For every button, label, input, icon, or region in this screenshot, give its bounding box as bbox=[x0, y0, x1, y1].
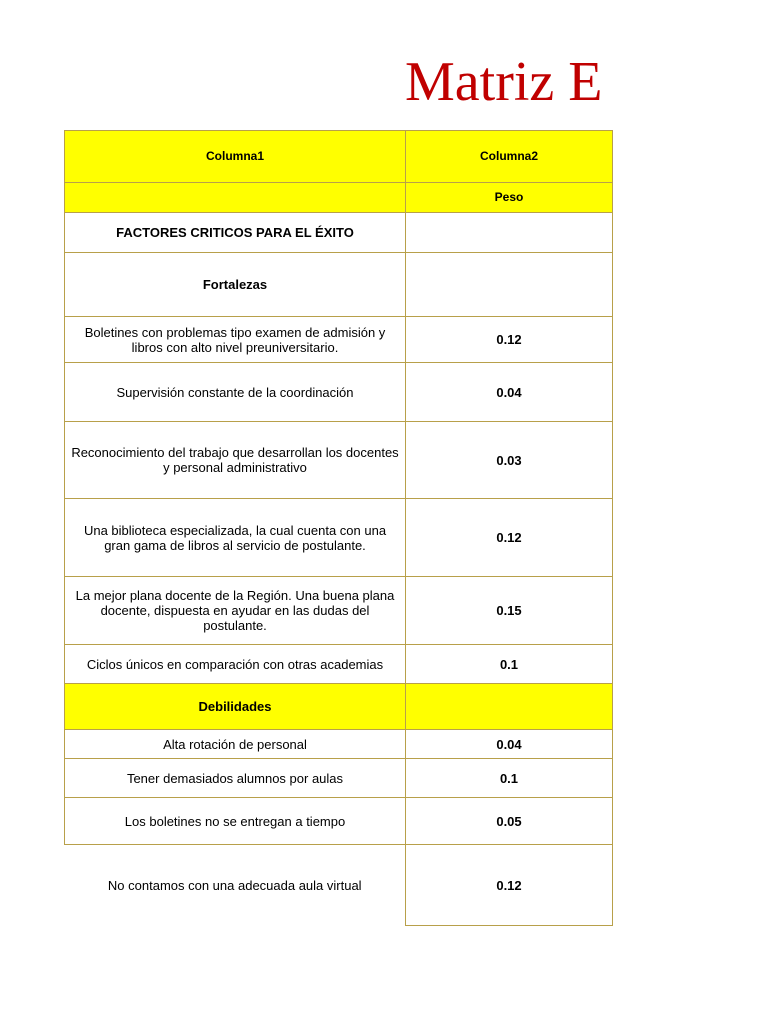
peso-cell: 0.04 bbox=[406, 730, 613, 759]
table-row bbox=[65, 317, 613, 363]
subheader-peso: Peso bbox=[406, 183, 613, 213]
table-row bbox=[65, 759, 613, 798]
strengths-label: Fortalezas bbox=[65, 253, 406, 317]
table-row bbox=[65, 845, 613, 926]
peso-cell: 0.03 bbox=[406, 422, 613, 499]
factor-cell: Los boletines no se entregan a tiempo bbox=[65, 798, 406, 845]
factor-cell: Alta rotación de personal bbox=[65, 730, 406, 759]
table-row bbox=[65, 422, 613, 499]
peso-cell: 0.12 bbox=[406, 499, 613, 577]
strengths-label-row bbox=[65, 253, 613, 317]
peso-cell: 0.15 bbox=[406, 577, 613, 645]
peso-cell: 0.05 bbox=[406, 798, 613, 845]
table-row bbox=[65, 577, 613, 645]
section-title: FACTORES CRITICOS PARA EL ÉXITO bbox=[65, 213, 406, 253]
subheader-col1 bbox=[65, 183, 406, 213]
weaknesses-label-row bbox=[65, 684, 613, 730]
peso-cell: 0.04 bbox=[406, 363, 613, 422]
page-title: Matriz E bbox=[405, 51, 603, 113]
header-col2: Columna2 bbox=[406, 131, 613, 183]
factor-cell: Tener demasiados alumnos por aulas bbox=[65, 759, 406, 798]
weaknesses-label: Debilidades bbox=[65, 684, 406, 730]
header-col1: Columna1 bbox=[65, 131, 406, 183]
factor-cell: Ciclos únicos en comparación con otras academias bbox=[65, 645, 406, 684]
title-area bbox=[0, 40, 612, 120]
strengths-label-empty bbox=[406, 253, 613, 317]
factor-cell: La mejor plana docente de la Región. Una buena plana docente, dispuesta en ayudar en las dudas del postulante. bbox=[65, 577, 406, 645]
peso-cell: 0.1 bbox=[406, 759, 613, 798]
efi-matrix-table bbox=[64, 130, 613, 926]
table-row bbox=[65, 363, 613, 422]
factor-cell: Boletines con problemas tipo examen de admisión y libros con alto nivel preuniversitario. bbox=[65, 317, 406, 363]
header-row bbox=[65, 131, 613, 183]
factor-cell: Una biblioteca especializada, la cual cuenta con una gran gama de libros al servicio de postulante. bbox=[65, 499, 406, 577]
section-title-empty bbox=[406, 213, 613, 253]
table-row bbox=[65, 798, 613, 845]
factor-cell: Supervisión constante de la coordinación bbox=[65, 363, 406, 422]
section-title-row bbox=[65, 213, 613, 253]
table-row bbox=[65, 499, 613, 577]
table-row bbox=[65, 730, 613, 759]
factor-cell: No contamos con una adecuada aula virtual bbox=[65, 845, 406, 926]
weaknesses-label-empty bbox=[406, 684, 613, 730]
peso-cell: 0.1 bbox=[406, 645, 613, 684]
peso-cell: 0.12 bbox=[406, 317, 613, 363]
peso-cell: 0.12 bbox=[406, 845, 613, 926]
subheader-row bbox=[65, 183, 613, 213]
table-row bbox=[65, 645, 613, 684]
factor-cell: Reconocimiento del trabajo que desarrollan los docentes y personal administrativo bbox=[65, 422, 406, 499]
